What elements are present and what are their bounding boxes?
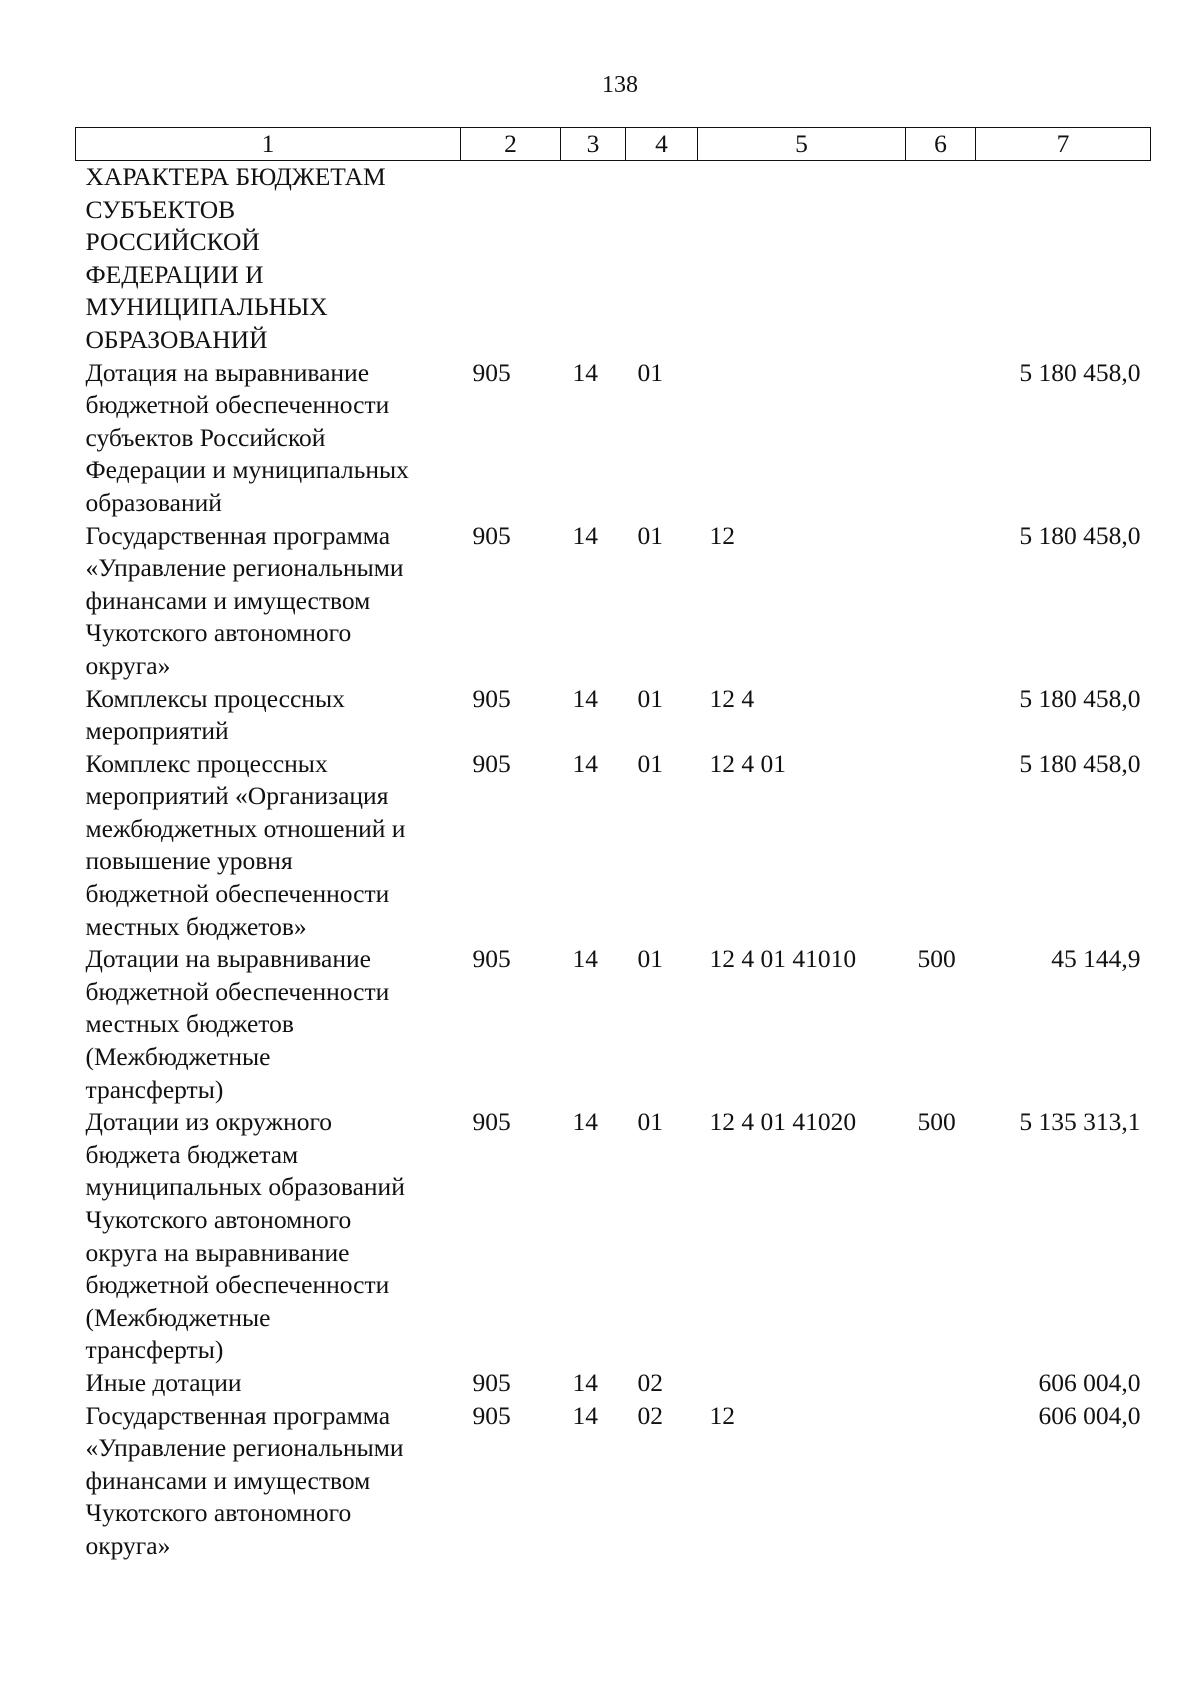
row-name-line: округа» bbox=[85, 1530, 171, 1560]
row-name-line: Дотация на выравнивание bbox=[85, 357, 370, 387]
row-section-code: 14 bbox=[572, 683, 598, 713]
row-name bbox=[76, 1367, 461, 1400]
row-name bbox=[76, 748, 461, 944]
row-name-line: мероприятий bbox=[85, 716, 229, 746]
row-subsection-code: 01 bbox=[637, 520, 663, 550]
row-subsection-code: 01 bbox=[637, 1107, 663, 1137]
row-name bbox=[76, 520, 461, 683]
row-amount: 5 180 458,0 bbox=[1019, 357, 1141, 387]
row-admin-code: 905 bbox=[472, 683, 511, 713]
row-admin-code: 905 bbox=[472, 1107, 511, 1137]
row-name bbox=[76, 943, 461, 1106]
row-name-line: Государственная программа bbox=[85, 520, 391, 550]
row-name-line: ХАРАКТЕРА БЮДЖЕТАМ bbox=[85, 162, 386, 191]
row-expense-type bbox=[906, 1367, 976, 1400]
row-name bbox=[76, 1106, 461, 1367]
row-expense-type bbox=[906, 683, 976, 748]
row-name-line: Чукотского автономного bbox=[85, 1498, 352, 1528]
row-target-code: 12 4 01 41020 bbox=[709, 1107, 857, 1137]
row-name-line: трансферты) bbox=[85, 1335, 224, 1365]
row-admin-code: 905 bbox=[472, 944, 511, 974]
header-col-6: 6 bbox=[906, 128, 976, 161]
row-name bbox=[76, 683, 461, 748]
row-target-code: 12 bbox=[709, 1400, 735, 1430]
row-amount: 5 135 313,1 bbox=[1019, 1107, 1141, 1137]
row-name-line: местных бюджетов bbox=[85, 1009, 294, 1039]
row-expense-type bbox=[906, 161, 976, 357]
header-col-1: 1 bbox=[76, 128, 461, 161]
row-name-line: Дотации из окружного bbox=[85, 1107, 333, 1137]
row-expense-type bbox=[906, 357, 976, 520]
row-name-line: Дотации на выравнивание bbox=[85, 944, 371, 974]
row-section-code: 14 bbox=[572, 520, 598, 550]
row-subsection-code: 01 bbox=[637, 683, 663, 713]
row-name-line: бюджетной обеспеченности bbox=[85, 390, 390, 420]
row-name-line: бюджетной обеспеченности bbox=[85, 1270, 390, 1300]
row-target-code bbox=[698, 161, 906, 357]
row-name-line: ОБРАЗОВАНИЙ bbox=[85, 324, 268, 354]
row-target-code: 12 bbox=[709, 520, 735, 550]
row-section-code bbox=[561, 161, 626, 357]
row-name-line: ФЕДЕРАЦИИ И bbox=[85, 259, 264, 289]
row-target-code: 12 4 01 bbox=[709, 748, 786, 778]
row-amount: 45 144,9 bbox=[1051, 944, 1141, 974]
row-target-code: 12 4 01 41010 bbox=[709, 944, 857, 974]
row-target-code bbox=[698, 357, 906, 520]
header-col-3: 3 bbox=[561, 128, 626, 161]
row-name bbox=[76, 357, 461, 520]
row-name-line: образований bbox=[85, 487, 222, 517]
row-name bbox=[76, 1400, 461, 1563]
row-name-line: субъектов Российской bbox=[85, 422, 326, 452]
row-name-line: муниципальных образований bbox=[85, 1172, 405, 1202]
row-admin-code: 905 bbox=[472, 1367, 511, 1397]
row-section-code: 14 bbox=[572, 1107, 598, 1137]
row-subsection-code: 01 bbox=[637, 748, 663, 778]
row-name-line: трансферты) bbox=[85, 1074, 224, 1104]
table-row bbox=[76, 943, 1151, 1106]
row-subsection-code: 02 bbox=[637, 1367, 663, 1397]
row-subsection-code: 01 bbox=[637, 944, 663, 974]
row-amount bbox=[976, 161, 1151, 357]
row-name-line: округа» bbox=[85, 650, 171, 680]
row-name-line: повышение уровня bbox=[85, 846, 293, 876]
row-expense-type bbox=[906, 520, 976, 683]
row-name-line: Чукотского автономного bbox=[85, 618, 352, 648]
table-body bbox=[76, 161, 1151, 1563]
table-row bbox=[76, 1106, 1151, 1367]
table-row bbox=[76, 1400, 1151, 1563]
row-section-code: 14 bbox=[572, 1367, 598, 1397]
row-name-line: Федерации и муниципальных bbox=[85, 455, 409, 485]
row-name-line: финансами и имуществом bbox=[85, 585, 371, 615]
row-admin-code: 905 bbox=[472, 748, 511, 778]
row-name-line: МУНИЦИПАЛЬНЫХ bbox=[85, 292, 328, 322]
row-name-line: «Управление региональными bbox=[85, 553, 404, 583]
row-name-line: межбюджетных отношений и bbox=[85, 813, 406, 843]
row-target-code bbox=[698, 1367, 906, 1400]
row-section-code: 14 bbox=[572, 357, 598, 387]
row-subsection-code: 02 bbox=[637, 1400, 663, 1430]
row-name-line: Комплекс процессных bbox=[85, 748, 328, 778]
row-section-code: 14 bbox=[572, 1400, 598, 1430]
table-row bbox=[76, 161, 1151, 357]
row-name-line: финансами и имуществом bbox=[85, 1465, 371, 1495]
row-expense-type bbox=[906, 1400, 976, 1563]
row-expense-type: 500 bbox=[917, 944, 956, 974]
table-row bbox=[76, 748, 1151, 944]
row-name bbox=[76, 161, 461, 357]
row-name-line: Иные дотации bbox=[85, 1367, 242, 1397]
row-amount: 5 180 458,0 bbox=[1019, 683, 1141, 713]
row-admin-code bbox=[461, 161, 561, 357]
row-name-line: РОССИЙСКОЙ bbox=[85, 227, 260, 257]
row-amount: 606 004,0 bbox=[1038, 1367, 1141, 1397]
row-name-line: Комплексы процессных bbox=[85, 683, 345, 713]
header-col-7: 7 bbox=[976, 128, 1151, 161]
row-name-line: бюджета бюджетам bbox=[85, 1139, 299, 1169]
table-row bbox=[76, 357, 1151, 520]
row-name-line: «Управление региональными bbox=[85, 1433, 404, 1463]
row-subsection-code bbox=[626, 161, 698, 357]
row-section-code: 14 bbox=[572, 748, 598, 778]
table-row bbox=[76, 683, 1151, 748]
row-name-line: местных бюджетов» bbox=[85, 911, 307, 941]
header-row bbox=[76, 128, 1151, 161]
table-row bbox=[76, 1367, 1151, 1400]
row-name-line: Государственная программа bbox=[85, 1400, 391, 1430]
row-amount: 5 180 458,0 bbox=[1019, 748, 1141, 778]
table-header bbox=[76, 128, 1151, 161]
row-admin-code: 905 bbox=[472, 520, 511, 550]
row-expense-type bbox=[906, 748, 976, 944]
row-subsection-code: 01 bbox=[637, 357, 663, 387]
header-col-2: 2 bbox=[461, 128, 561, 161]
table-row bbox=[76, 520, 1151, 683]
row-admin-code: 905 bbox=[472, 357, 511, 387]
row-amount: 5 180 458,0 bbox=[1019, 520, 1141, 550]
row-name-line: мероприятий «Организация bbox=[85, 781, 389, 811]
row-name-line: Чукотского автономного bbox=[85, 1205, 352, 1234]
row-expense-type: 500 bbox=[917, 1107, 956, 1137]
row-section-code: 14 bbox=[572, 944, 598, 974]
budget-table bbox=[75, 127, 1151, 1563]
row-name-line: (Межбюджетные bbox=[85, 1302, 271, 1332]
header-col-4: 4 bbox=[626, 128, 698, 161]
page-number: 138 bbox=[602, 72, 638, 98]
row-name-line: СУБЪЕКТОВ bbox=[85, 194, 236, 224]
row-name-line: округа на выравнивание bbox=[85, 1237, 350, 1267]
row-name-line: бюджетной обеспеченности bbox=[85, 976, 390, 1006]
row-name-line: (Межбюджетные bbox=[85, 1042, 271, 1072]
header-col-5: 5 bbox=[698, 128, 906, 161]
row-name-line: бюджетной обеспеченности bbox=[85, 879, 390, 909]
row-admin-code: 905 bbox=[472, 1400, 511, 1430]
row-target-code: 12 4 bbox=[709, 683, 755, 713]
row-amount: 606 004,0 bbox=[1038, 1400, 1141, 1430]
